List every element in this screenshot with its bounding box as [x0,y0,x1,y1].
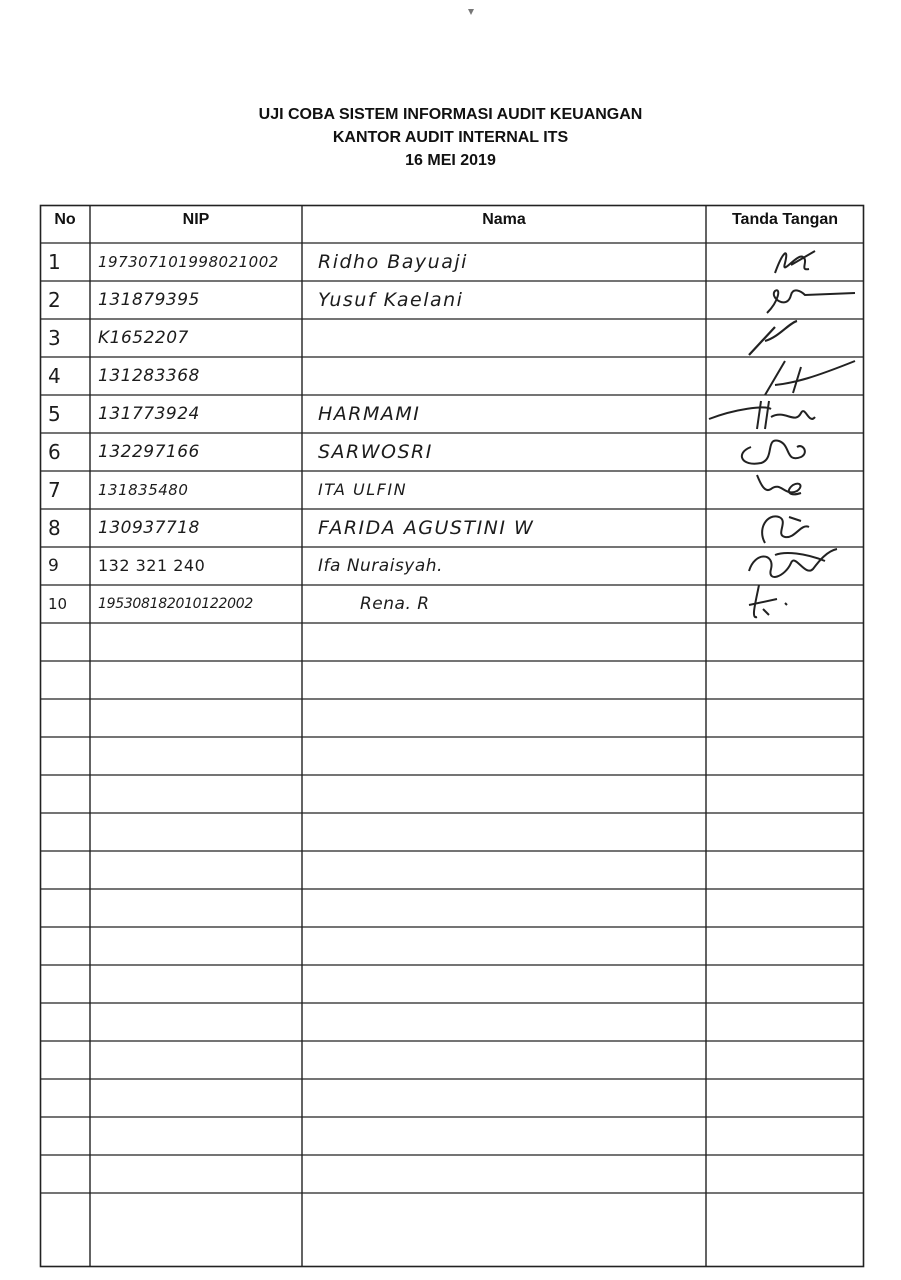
row-nama: FARIDA AGUSTINI W [318,517,535,539]
row-nip: K1652207 [98,328,189,348]
row-nama: Yusuf Kaelani [318,289,464,311]
row-no: 8 [48,516,61,540]
row-nip: 132 321 240 [98,556,206,575]
row-no: 4 [48,364,61,388]
row-nama: Ifa Nuraisyah. [318,556,443,576]
table-row [40,433,864,471]
table-row [40,509,864,547]
signature-9 [705,547,864,585]
row-nip: 132297166 [98,442,200,462]
row-no: 10 [48,595,68,613]
document-header [0,103,901,172]
table-row [40,547,864,585]
row-nama: ITA ULFIN [318,480,408,499]
table-row [40,281,864,319]
signature-4 [705,357,864,395]
row-no: 2 [48,288,61,312]
signature-2 [705,281,864,319]
header-title: UJI COBA SISTEM INFORMASI AUDIT KEUANGAN [258,106,643,123]
table-row [40,471,864,509]
header-date: 16 MEI 2019 [405,152,496,169]
signature-3 [705,319,864,357]
column-header-no: No [54,211,76,228]
row-no: 1 [48,250,61,274]
row-nip: 195308182010122002 [98,596,253,612]
signature-6 [705,433,864,471]
signature-5 [705,395,864,433]
row-no: 3 [48,326,61,350]
row-nama: SARWOSRI [318,441,433,463]
row-nama [318,319,698,357]
column-header-nip: NIP [182,211,210,228]
signature-8 [705,509,864,547]
row-nip: 131879395 [98,290,200,310]
row-nip: 197307101998021002 [98,253,279,271]
signature-1 [705,243,864,281]
table-row [40,357,864,395]
row-nip: 130937718 [98,518,200,538]
signature-table [40,205,864,1267]
scan-mark [468,2,474,8]
row-nama: Rena. R [360,594,430,614]
table-row [40,243,864,281]
table-row [40,319,864,357]
header-office: KANTOR AUDIT INTERNAL ITS [332,129,569,146]
column-header-nama: Nama [482,211,526,228]
row-nip: 131835480 [98,481,189,499]
row-nama [318,357,698,395]
row-nip: 131773924 [98,404,200,424]
row-nama: Ridho Bayuaji [318,251,468,273]
signature-7 [705,471,864,509]
row-no: 7 [48,478,61,502]
table-row [40,585,864,623]
table-row [40,395,864,433]
row-no: 9 [48,556,59,576]
signature-10 [705,585,864,623]
row-no: 5 [48,402,61,426]
row-nip: 131283368 [98,366,200,386]
row-nama: HARMAMI [318,403,421,425]
row-no: 6 [48,440,61,464]
column-header-tanda-tangan: Tanda Tangan [731,211,839,228]
